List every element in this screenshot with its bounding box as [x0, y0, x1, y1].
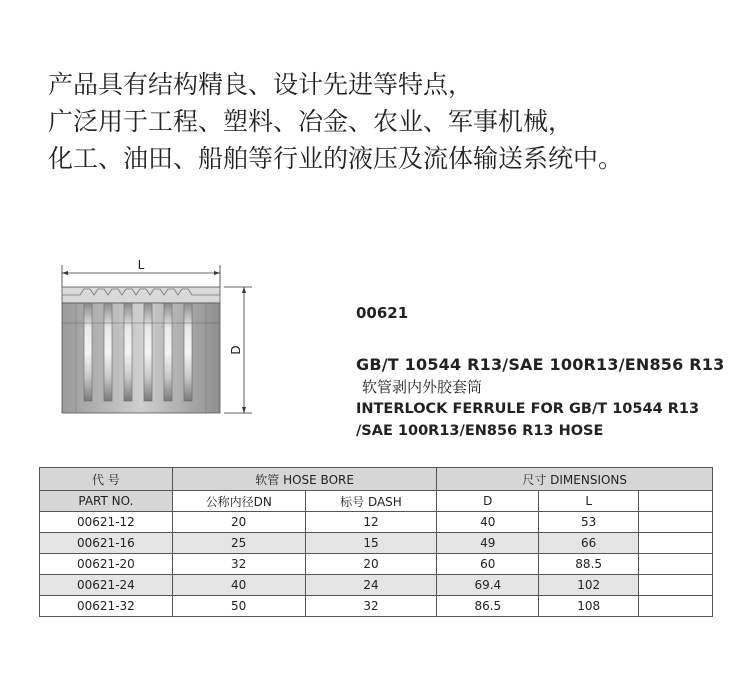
header-code-cn: 代 号	[40, 468, 173, 491]
cell-d: 49	[437, 533, 539, 554]
cell-part: 00621-20	[40, 554, 173, 575]
cell-d: 60	[437, 554, 539, 575]
header-dash: 标号 DASH	[305, 491, 437, 512]
cell-dn: 50	[172, 596, 305, 617]
ferrule-body	[62, 287, 220, 413]
table-row	[40, 596, 713, 617]
cell-dash: 20	[305, 554, 437, 575]
dim-label-length: L	[137, 258, 145, 272]
header-d: D	[437, 491, 539, 512]
chinese-name: 软管剥内外胶套筒	[362, 378, 483, 396]
cell-part: 00621-16	[40, 533, 173, 554]
cell-l: 108	[539, 596, 639, 617]
intro-line: 化工、油田、船舶等行业的液压及流体输送系统中。	[48, 144, 624, 173]
header-part-no: PART NO.	[40, 491, 173, 512]
cell-part: 00621-24	[40, 575, 173, 596]
cell-l: 88.5	[539, 554, 639, 575]
intro-line: 广泛用于工程、塑料、冶金、农业、军事机械，	[48, 107, 574, 136]
cell-dash: 15	[305, 533, 437, 554]
english-name-line2: /SAE 100R13/EN856 R13 HOSE	[356, 423, 604, 439]
product-description	[356, 354, 724, 442]
cell-blank	[639, 575, 713, 596]
header-dimensions: 尺寸 DIMENSIONS	[437, 468, 713, 491]
cell-part: 00621-12	[40, 512, 173, 533]
cell-dn: 25	[172, 533, 305, 554]
cell-d: 69.4	[437, 575, 539, 596]
cell-l: 66	[539, 533, 639, 554]
header-blank	[639, 491, 713, 512]
spec-table	[39, 467, 713, 617]
standard-line: GB/T 10544 R13/SAE 100R13/EN856 R13	[356, 355, 725, 374]
cell-dn: 32	[172, 554, 305, 575]
cell-dash: 32	[305, 596, 437, 617]
cell-dn: 40	[172, 575, 305, 596]
english-name-line1: INTERLOCK FERRULE FOR GB/T 10544 R13	[356, 401, 700, 417]
cell-part: 00621-32	[40, 596, 173, 617]
cell-dash: 12	[305, 512, 437, 533]
part-number-title: 00621	[356, 304, 409, 322]
cell-blank	[639, 533, 713, 554]
table-row	[40, 533, 713, 554]
header-dn: 公称内径DN	[172, 491, 305, 512]
intro-text	[48, 66, 728, 177]
cell-d: 40	[437, 512, 539, 533]
intro-line: 产品具有结构精良、设计先进等特点，	[48, 70, 474, 99]
table-row	[40, 512, 713, 533]
ferrule-drawing	[40, 255, 270, 425]
header-l: L	[539, 491, 639, 512]
cell-blank	[639, 554, 713, 575]
cell-l: 102	[539, 575, 639, 596]
cell-blank	[639, 512, 713, 533]
header-hose-bore: 软管 HOSE BORE	[172, 468, 437, 491]
cell-blank	[639, 596, 713, 617]
cell-dn: 20	[172, 512, 305, 533]
cell-d: 86.5	[437, 596, 539, 617]
cell-l: 53	[539, 512, 639, 533]
dim-label-diameter: D	[229, 345, 243, 355]
table-row	[40, 575, 713, 596]
table-row	[40, 554, 713, 575]
cell-dash: 24	[305, 575, 437, 596]
